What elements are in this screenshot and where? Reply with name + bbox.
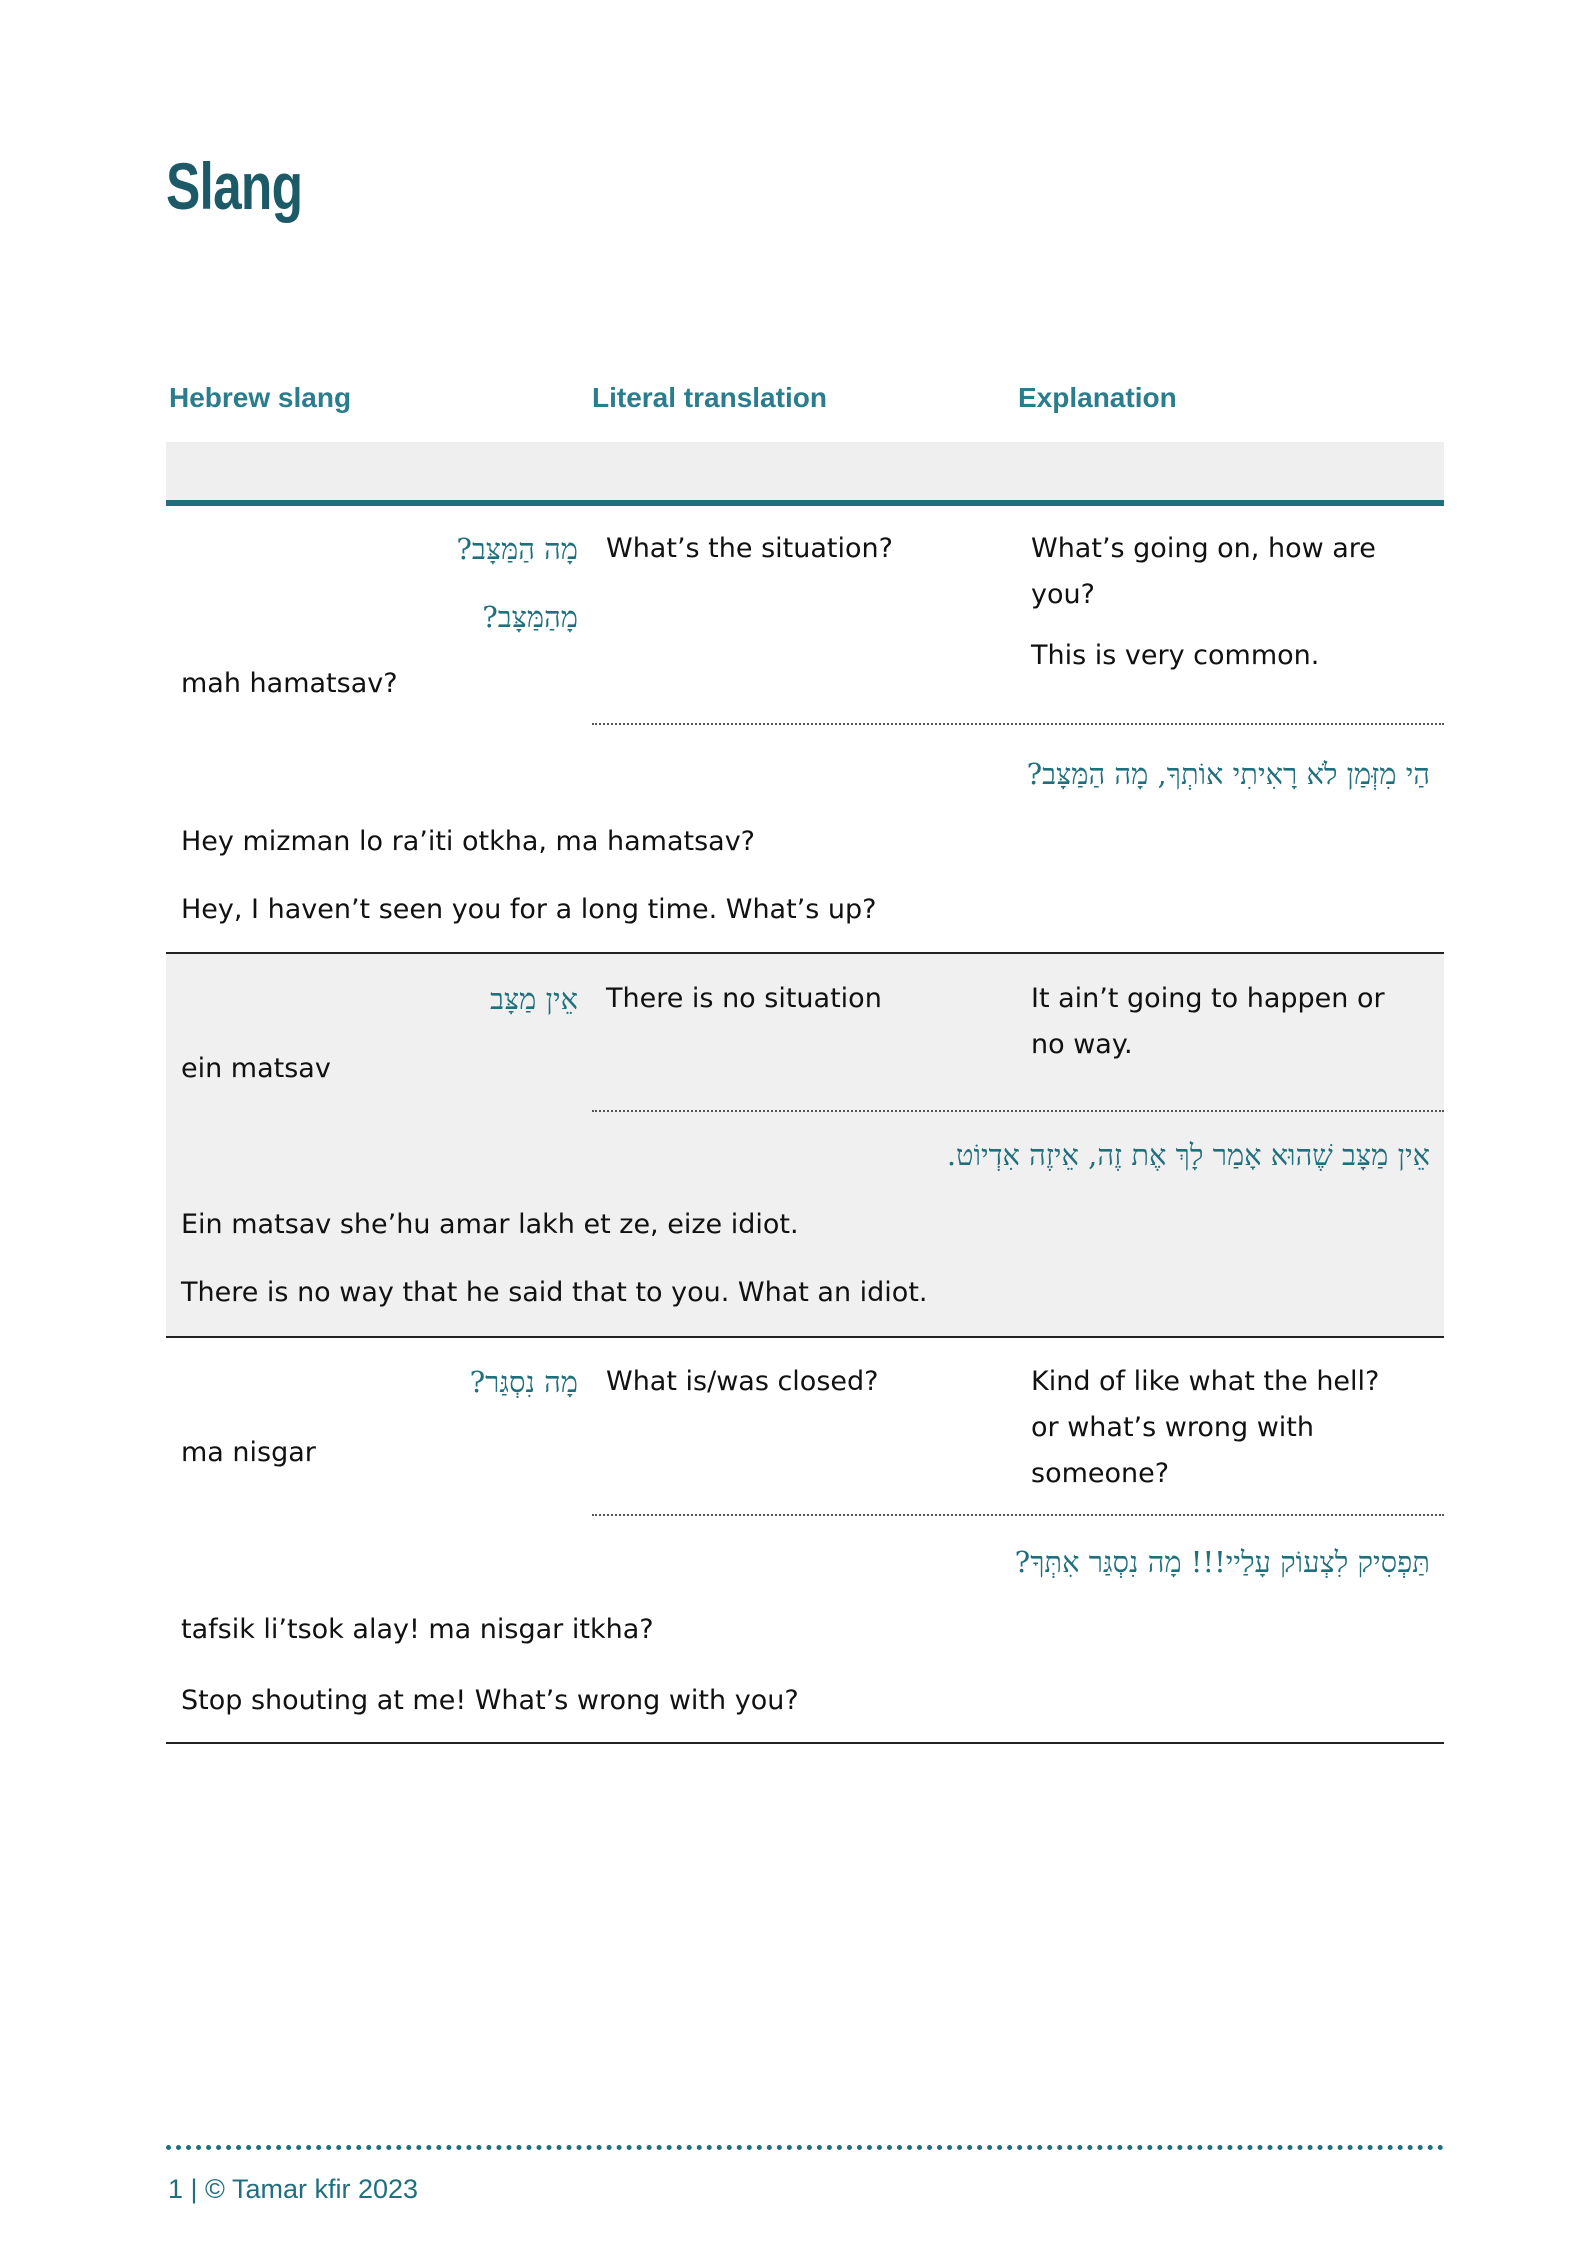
header-rule bbox=[166, 500, 1444, 506]
row-divider bbox=[166, 1336, 1444, 1338]
footer-text: 1 | © Tamar kfir 2023 bbox=[168, 2174, 419, 2204]
header-explanation: Explanation bbox=[1018, 382, 1177, 413]
hebrew-term: מָה הַמַּצָּב? bbox=[456, 532, 578, 566]
explanation: What’s going on, how are you? bbox=[1031, 533, 1376, 610]
literal-translation: What’s the situation? bbox=[606, 533, 893, 564]
header-literal-translation: Literal translation bbox=[592, 382, 827, 413]
page-title: Slang bbox=[166, 149, 303, 223]
example-translation: Stop shouting at me! What’s wrong with you? bbox=[181, 1685, 799, 1716]
literal-translation: What is/was closed? bbox=[606, 1366, 879, 1397]
hebrew-term-alt: מָהַמַּצָּב? bbox=[482, 600, 578, 634]
dotted-divider bbox=[592, 1110, 1444, 1112]
explanation-note: This is very common. bbox=[1031, 640, 1320, 671]
example-translation: Hey, I haven’t seen you for a long time. What’s up? bbox=[181, 894, 877, 925]
example-hebrew: אֵין מַצָּב שֶׁהוּא אָמַר לָךְ אֶת זֶה, אֵיזֶה אִדְיוֹט. bbox=[946, 1138, 1430, 1172]
example-transliteration: Hey mizman lo ra’iti otkha, ma hamatsav? bbox=[181, 826, 756, 857]
example-transliteration: Ein matsav she’hu amar lakh et ze, eize idiot. bbox=[181, 1209, 799, 1240]
example-transliteration: tafsik li’tsok alay! ma nisgar itkha? bbox=[181, 1614, 654, 1645]
hebrew-term: מָה נִסְגַּר? bbox=[469, 1365, 578, 1399]
transliteration: ma nisgar bbox=[181, 1437, 316, 1468]
explanation: It ain’t going to happen or no way. bbox=[1031, 983, 1385, 1060]
transliteration: mah hamatsav? bbox=[181, 668, 398, 699]
header-band bbox=[166, 442, 1444, 500]
row-divider bbox=[166, 1742, 1444, 1744]
literal-translation: There is no situation bbox=[606, 983, 882, 1014]
dotted-divider bbox=[592, 1514, 1444, 1516]
example-translation: There is no way that he said that to you. What an idiot. bbox=[181, 1277, 928, 1308]
explanation: Kind of like what the hell? or what’s wrong with someone? bbox=[1031, 1366, 1380, 1489]
transliteration: ein matsav bbox=[181, 1053, 331, 1084]
hebrew-term: אֵין מַצָּב bbox=[490, 982, 578, 1016]
footer-divider bbox=[166, 2145, 1444, 2150]
header-hebrew-slang: Hebrew slang bbox=[169, 382, 352, 413]
example-hebrew: הַי מִזְּמַן לֹא רָאִיתִי אוֹתְךָ, מָה הַמַּצָּב? bbox=[1026, 757, 1430, 791]
example-hebrew: תַּפְסִיק לִצְעוֹק עָלַיי!!! מָה נִסְגַּר אִתְּךָ? bbox=[1014, 1545, 1430, 1579]
dotted-divider bbox=[592, 723, 1444, 725]
